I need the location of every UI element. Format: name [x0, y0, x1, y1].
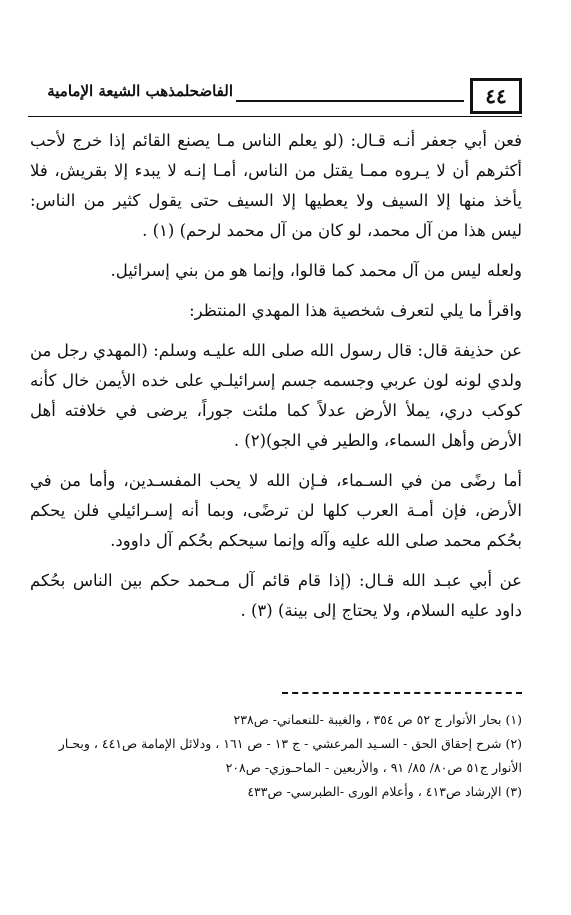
footnote: (١) بحار الأنوار ج ٥٢ ص ٣٥٤ ، والغيبة -للنعماني- ص٢٣٨ — [233, 712, 522, 727]
footnotes — [28, 708, 522, 804]
paragraph: ولعله ليس من آل محمد كما قالوا، وإنما هو من بني إسرائيل. — [110, 261, 522, 280]
paragraph: عن أبي عبـد الله قـال: (إذا قام قائم آل مـحمد حكم بين الناس بحُكم داود عليه السلام، ولا يحتاج إلى بينة) (٣) . — [30, 571, 522, 620]
header-underline — [28, 116, 522, 117]
main-text — [30, 126, 522, 636]
paragraph: أما رضًى من في السـماء، فـإن الله لا يحب المفسـدين، وأما من في الأرض، فإن أمـة العرب كلها لن ترضًى، وبما أنه إسـرائيلي فلن يحكم بحُكم محمد صلى الله عليه وآله وإنما سيحكم بحُكم آل داوود. — [30, 471, 522, 550]
paragraph: واقرأ ما يلي لتعرف شخصية هذا المهدي المنتظر: — [189, 301, 522, 320]
footnote-separator — [282, 692, 522, 694]
footnote: (٢) شرح إحقاق الحق - السـيد المرعشي - ج ١٣ - ص ١٦١ ، ودلائل الإمامة ص٤٤١ ، وبحـار الأنوار ج٥١ ص٨٠/ ٨٥/ ٩١ ، والأربعين - الماحـوزي- ص٢٠٨ — [58, 736, 522, 775]
footnote: (٣) الإرشاد ص٤١٣ ، وأعلام الورى -الطبرسي- ص٤٣٣ — [247, 784, 522, 799]
paragraph: عن حذيفة قال: قال رسول الله صلى الله عليـه وسلم: (المهدي رجل من ولدي لونه لون عربي وجسمه جسم إسرائيلـي على خده الأيمن خال كأنه كوكب دري، يملأ الأرض عدلاً كما ملئت جوراً، يرضى في خلافته أهل الأرض وأهل السماء، والطير في الجو)(٢) . — [30, 341, 522, 450]
header-rule — [236, 100, 464, 102]
running-title: الفاضحلمذهب الشيعة الإمامية — [47, 82, 233, 100]
page-header — [0, 78, 571, 118]
page-number: ٤٤ — [470, 78, 522, 114]
paragraph: فعن أبي جعفر أنـه قـال: (لو يعلم الناس مـا يصنع القائم إذا خرج لأحب أكثرهم أن لا يـروه ممـا يقتل من الناس، أمـا إنـه لا يبدء إلا بقريش، فلا يأخذ منها إلا السيف ولا يعطيها إلا السيف حتى يقول كثير من الناس: ليس هذا من آل محمد، لو كان من آل محمد لرحم) (١) . — [30, 131, 522, 240]
